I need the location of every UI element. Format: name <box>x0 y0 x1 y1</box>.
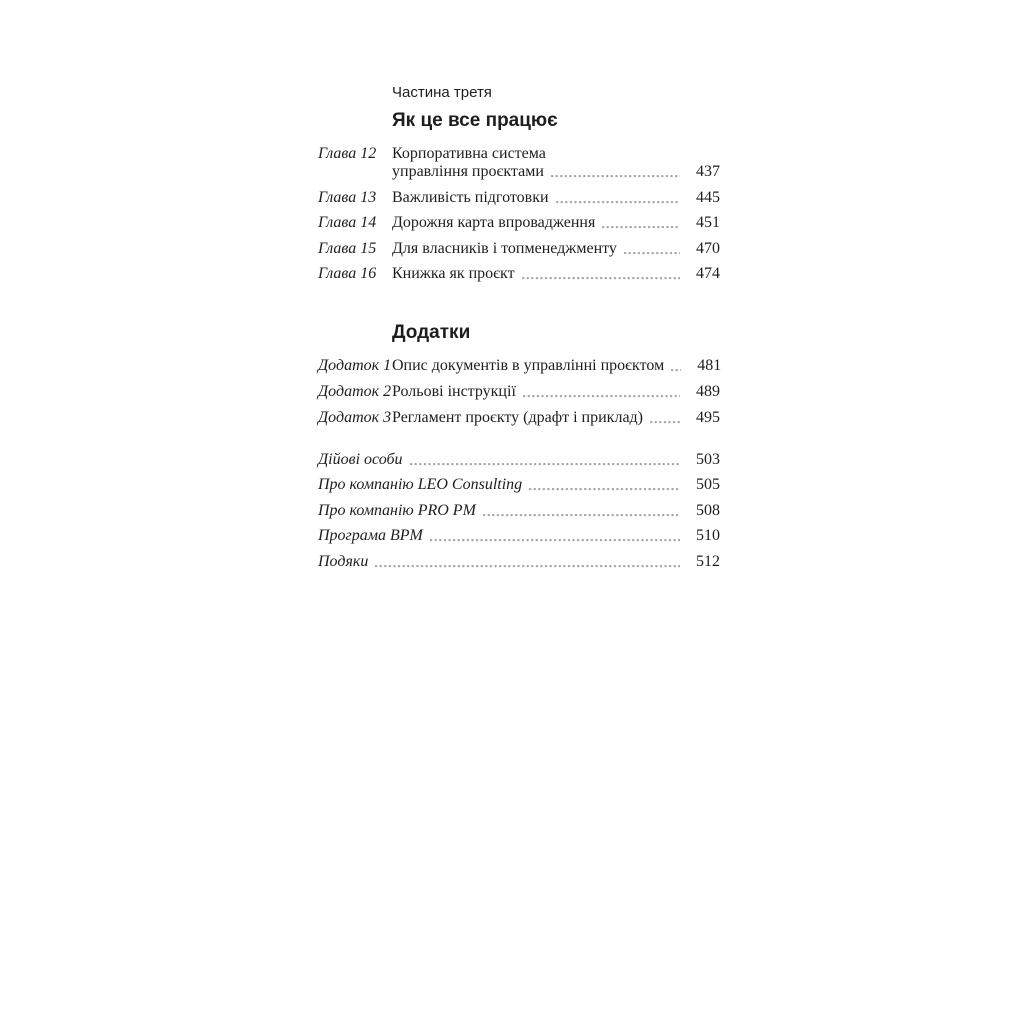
toc-title: Про компанію LEO Consulting <box>318 476 523 494</box>
toc-row-entry <box>392 357 720 375</box>
toc-row-label: Додаток 1 <box>318 357 392 375</box>
toc-title: Опис документів в управлінні проєктом <box>392 357 665 375</box>
dot-leader <box>522 275 680 280</box>
toc-row <box>318 527 720 545</box>
toc-row-entry <box>392 145 720 181</box>
appendices-title: Додатки <box>392 322 471 344</box>
toc-row-entry <box>318 502 720 520</box>
toc-title: Книжка як проєкт <box>392 265 515 283</box>
page-number: 508 <box>696 501 720 519</box>
page-number: 470 <box>696 239 720 257</box>
toc-row <box>318 383 720 401</box>
toc-title-first-line: Корпоративна система <box>392 145 546 162</box>
toc-row <box>318 409 720 427</box>
toc-row-label: Глава 14 <box>318 214 377 232</box>
toc-row-entry <box>318 553 720 571</box>
part-title: Як це все працює <box>392 110 558 131</box>
toc-row-entry <box>392 265 720 283</box>
toc-title: Дорожня карта впровадження <box>392 214 596 232</box>
toc-row-entry <box>392 214 720 232</box>
dot-leader <box>375 563 680 568</box>
toc-row-entry <box>392 383 720 401</box>
page-number: 445 <box>696 188 720 206</box>
toc-row-label: Додаток 3 <box>318 408 392 426</box>
toc-title: Рольові інструкції <box>392 382 516 400</box>
toc-title: Дійові особи <box>318 450 403 468</box>
dot-leader <box>650 419 680 424</box>
page-number: 512 <box>696 552 720 570</box>
toc-title: Програма BPM <box>318 527 423 545</box>
toc-row <box>318 553 720 571</box>
table-of-contents <box>318 85 720 579</box>
page-number: 437 <box>696 163 720 180</box>
toc-row-entry <box>392 409 720 427</box>
dot-leader <box>624 250 680 255</box>
toc-row-entry <box>318 476 720 494</box>
toc-row <box>318 145 720 181</box>
toc-row <box>318 357 720 375</box>
dot-leader <box>551 173 680 178</box>
toc-row-entry <box>392 189 720 207</box>
toc-row <box>318 451 720 469</box>
page-number: 481 <box>697 357 722 375</box>
page-number: 474 <box>696 265 720 283</box>
page-number: 510 <box>696 527 720 545</box>
dot-leader <box>410 461 680 466</box>
dot-leader <box>523 393 680 398</box>
dot-leader <box>430 537 680 542</box>
page-number: 489 <box>696 382 720 400</box>
toc-title: Для власників і топменеджменту <box>392 239 617 257</box>
back-matter-list <box>318 451 720 571</box>
appendix-list <box>318 357 720 426</box>
toc-title: Регламент проєкту (драфт і приклад) <box>392 408 644 426</box>
page-number: 451 <box>696 214 720 232</box>
dot-leader <box>671 367 681 372</box>
page-number: 495 <box>696 408 720 426</box>
chapter-list <box>318 145 720 283</box>
toc-row-label: Глава 15 <box>318 239 377 257</box>
page-number: 503 <box>696 450 720 468</box>
toc-row <box>318 214 720 232</box>
part-label: Частина третя <box>392 84 492 101</box>
toc-row-label: Глава 13 <box>318 188 377 206</box>
toc-row <box>318 189 720 207</box>
toc-row-label: Глава 12 <box>318 145 377 162</box>
toc-title: Важливість підготовки <box>392 188 549 206</box>
dot-leader <box>602 224 680 229</box>
toc-title: Про компанію PRO PM <box>318 501 476 519</box>
dot-leader <box>483 512 680 517</box>
toc-row <box>318 502 720 520</box>
toc-row <box>318 265 720 283</box>
toc-row <box>318 476 720 494</box>
toc-row-entry <box>318 527 720 545</box>
toc-row <box>318 240 720 258</box>
dot-leader <box>556 199 680 204</box>
toc-row-label: Глава 16 <box>318 265 377 283</box>
toc-row-label: Додаток 2 <box>318 382 392 400</box>
toc-title: управління проєктами <box>392 163 544 180</box>
dot-leader <box>529 486 680 491</box>
page-number: 505 <box>696 476 720 494</box>
toc-row-entry <box>392 240 720 258</box>
toc-row-entry <box>318 451 720 469</box>
toc-title: Подяки <box>318 552 369 570</box>
